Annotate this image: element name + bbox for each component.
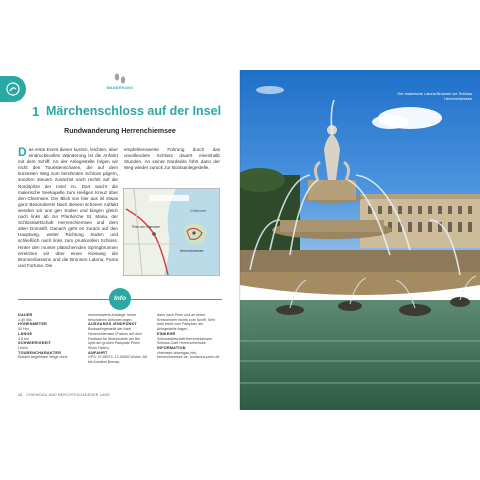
anfahrt-label: ANFAHRT bbox=[88, 350, 108, 355]
ausgang-label: AUSGANGS-/ENDPUNKT bbox=[88, 322, 137, 327]
dauer-label: DAUER bbox=[18, 313, 33, 317]
fountain-photo bbox=[240, 70, 480, 410]
info-column-1 bbox=[18, 313, 74, 360]
tour-subtitle: Rundwanderung Herrenchiemsee bbox=[64, 128, 176, 135]
map-graphic bbox=[124, 189, 219, 275]
body-text-2: empfehlenswerte Führung durch das unvollendete Schloss dauert eineinhalb Stunden. An seiner Nordseite führt dann der Weg wieder zurück zur Bootsanlegestelle. bbox=[124, 147, 220, 171]
drop-cap: D bbox=[18, 145, 27, 159]
map-label-prien: Prien am Chiemsee bbox=[132, 225, 160, 229]
map-label-herrenchiemsee: Herrenchiemsee bbox=[180, 249, 204, 253]
tourencharakter-label: TOURENCHARAKTER bbox=[18, 350, 62, 355]
book-gutter bbox=[239, 70, 241, 410]
anfahrt-cont: dann nach Prien und an einen Kreisverkehr rechts zum Schiff. Sehr bald leicht zum Parkplatz der Anlegestelle folgen. bbox=[157, 313, 216, 332]
schwierigkeit-label: SCHWIERIGKEIT bbox=[18, 341, 52, 346]
page-footer bbox=[18, 393, 110, 397]
ausgang-value: Bootsanlegestelle der Insel Herrenchiemsee (Parken auf dem Festland für Wohnmobile am Bei spiel am großen Parkplatz Prien/ Stock Hafen) bbox=[88, 327, 142, 350]
dauer-value: 1:30 Std. bbox=[18, 317, 33, 322]
information-label: INFORMATION bbox=[157, 345, 186, 350]
page-number: 12 bbox=[18, 393, 23, 397]
route-map bbox=[123, 188, 220, 276]
anfahrt-value: GPS: 47.86374, 12.40592 Wohin: A8 bis Ausfahrt Bernau, bbox=[88, 355, 147, 365]
tourencharakter-cont: nennenswerte Anstiege, keine besonderen Anforderungen bbox=[88, 313, 136, 322]
body-column-1 bbox=[18, 147, 118, 269]
body-text-1: as erste Event dieser kurzen, leichten, aber eindrucksvollen Wanderung ist die Anfahrt mit dem Schiff. An der Anlegestelle folgen wir nicht den Touristenscharen, die auf dem kürzesten Weg zum berühmten Schloss pilgern, sondern steuern zunächst nach rechts auf die Nordspitze der Insel zu. Dort wacht die malerische Seekapelle zum Heiligen Kreuz über den Chiemsee. Der Blick von hier aus ist etwas ganz Besonderes! Nach diesem schönen Auftakt wenden wir uns gen Süden und biegen gleich nach links ab zur Pfarrkirche St. Maria, der Schlosswirtschaft Herrenchiemsee und dem alten Domstift. Danach geht es zurück auf den Hauptweg, weiter Richtung Süden und schließlich nach links zum prunkvollen Schloss. Hinter den munter plätschernden Springbrunnen erreichen wir über einen Kiesweg die Brunnenbassins und die Brunnen Latona, Fama und Fortuna. Die bbox=[18, 147, 118, 268]
section-name: CHIEMGAU UND BERCHTESGADENER LAND bbox=[26, 393, 111, 397]
laenge-value: 4,5 km bbox=[18, 336, 29, 341]
right-page-photo bbox=[240, 70, 480, 410]
info-badge: Info bbox=[109, 288, 131, 310]
tour-title: Märchenschloss auf der Insel bbox=[46, 104, 222, 118]
hoehenmeter-label: HÖHENMETER bbox=[18, 322, 48, 327]
book-spread bbox=[0, 70, 480, 410]
einkehr-value: Schlosswirtschaft Herrenchiemsee, Schloss-Café Herrenchiemsee bbox=[157, 336, 214, 346]
body-column-2 bbox=[124, 147, 220, 171]
category-label: WANDERUNG bbox=[106, 86, 134, 90]
left-page bbox=[0, 70, 240, 410]
footprints-icon bbox=[108, 72, 132, 86]
tourencharakter-value: Einfach begehbare Wege ohne bbox=[18, 355, 68, 360]
einkehr-label: EINKEHR bbox=[157, 331, 176, 336]
photo-caption: Der malerische Latona-Brunnen vor Schloss Herrenchiemsee bbox=[397, 92, 472, 101]
tour-number: 1 bbox=[32, 104, 40, 119]
schwierigkeit-value: Leicht bbox=[18, 345, 28, 350]
info-column-2 bbox=[88, 313, 148, 365]
hoehenmeter-value: 30 Hm bbox=[18, 327, 29, 332]
laenge-label: LÄNGE bbox=[18, 331, 33, 336]
info-column-3 bbox=[157, 313, 221, 360]
map-label-chiemsee: Chiemsee bbox=[190, 209, 207, 213]
information-value: chiemsee-chiemgau.info, herrenchiemsee.de, tourismus.prien.de bbox=[157, 350, 220, 360]
